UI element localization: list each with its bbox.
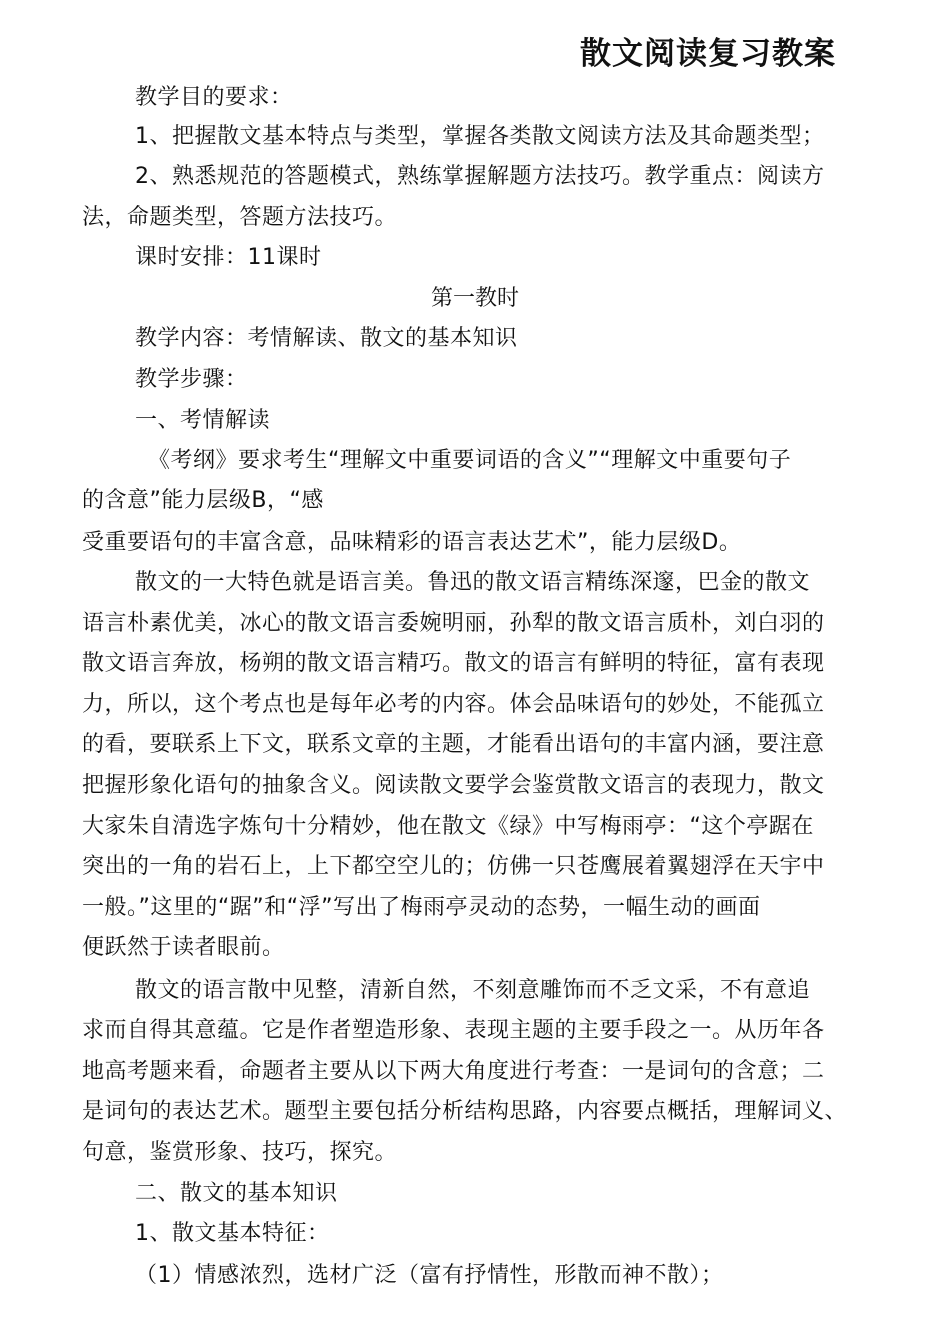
- text-line: 2、熟悉规范的答题模式，熟练掌握解题方法技巧。教学重点：阅读方: [135, 164, 825, 189]
- text-line: 的含意”能力层级B，“感: [82, 488, 324, 513]
- text-line: 把握形象化语句的抽象含义。阅读散文要学会鉴赏散文语言的表现力，散文: [82, 773, 825, 798]
- text-line: 便跃然于读者眼前。: [82, 935, 285, 960]
- text-line: 是词句的表达艺术。题型主要包括分析结构思路，内容要点概括，理解词义、: [82, 1099, 848, 1124]
- text-line: 受重要语句的丰富含意，品味精彩的语言表达艺术”，能力层级D。: [82, 530, 742, 555]
- text-line: 法，命题类型，答题方法技巧。: [82, 205, 398, 230]
- text-line: 地高考题来看，命题者主要从以下两大角度进行考查：一是词句的含意；二: [82, 1059, 825, 1084]
- text-line: 教学内容：考情解读、散文的基本知识: [135, 326, 518, 351]
- text-line: 的看，要联系上下文，联系文章的主题，才能看出语句的丰富内涵，要注意: [82, 732, 825, 757]
- text-line: 突出的一角的岩石上，上下都空空儿的；仿佛一只苍鹰展着翼翅浮在天宇中: [82, 854, 825, 879]
- text-line: 教学目的要求：: [135, 85, 293, 110]
- section-heading: 第一教时: [430, 286, 519, 311]
- text-line: 大家朱自清选字炼句十分精妙，他在散文《绿》中写梅雨亭：“这个亭踞在: [82, 814, 814, 839]
- text-line: 求而自得其意蕴。它是作者塑造形象、表现主题的主要手段之一。从历年各: [82, 1018, 825, 1043]
- text-line: 二、散文的基本知识: [135, 1181, 338, 1206]
- text-line: 句意，鉴赏形象、技巧，探究。: [82, 1140, 398, 1165]
- text-line: 散文的一大特色就是语言美。鲁迅的散文语言精练深邃，巴金的散文: [135, 570, 811, 595]
- text-line: 教学步骤：: [135, 367, 248, 392]
- text-line: 语言朴素优美，冰心的散文语言委婉明丽，孙犁的散文语言质朴，刘白羽的: [82, 611, 825, 636]
- text-line: 1、散文基本特征：: [135, 1221, 330, 1246]
- text-line: 散文的语言散中见整，清新自然，不刻意雕饰而不乏文采，不有意追: [135, 978, 811, 1003]
- text-line: 散文语言奔放，杨朔的散文语言精巧。散文的语言有鲜明的特征，富有表现: [82, 651, 825, 676]
- document-title: 散文阅读复习教案: [580, 36, 836, 72]
- text-line: （1）情感浓烈，选材广泛（富有抒情性，形散而神不散）；: [135, 1263, 724, 1288]
- text-line: 1、把握散文基本特点与类型，掌握各类散文阅读方法及其命题类型；: [135, 124, 825, 149]
- text-line: 《考纲》要求考生“理解文中重要词语的含义”“理解文中重要句子: [148, 448, 792, 473]
- text-line: 力，所以，这个考点也是每年必考的内容。体会品味语句的妙处，不能孤立: [82, 692, 825, 717]
- text-line: 课时安排：11课时: [135, 245, 322, 270]
- text-line: 一、考情解读: [135, 408, 271, 433]
- text-line: 一般。”这里的“踞”和“浮”写出了梅雨亭灵动的态势，一幅生动的画面: [82, 895, 761, 920]
